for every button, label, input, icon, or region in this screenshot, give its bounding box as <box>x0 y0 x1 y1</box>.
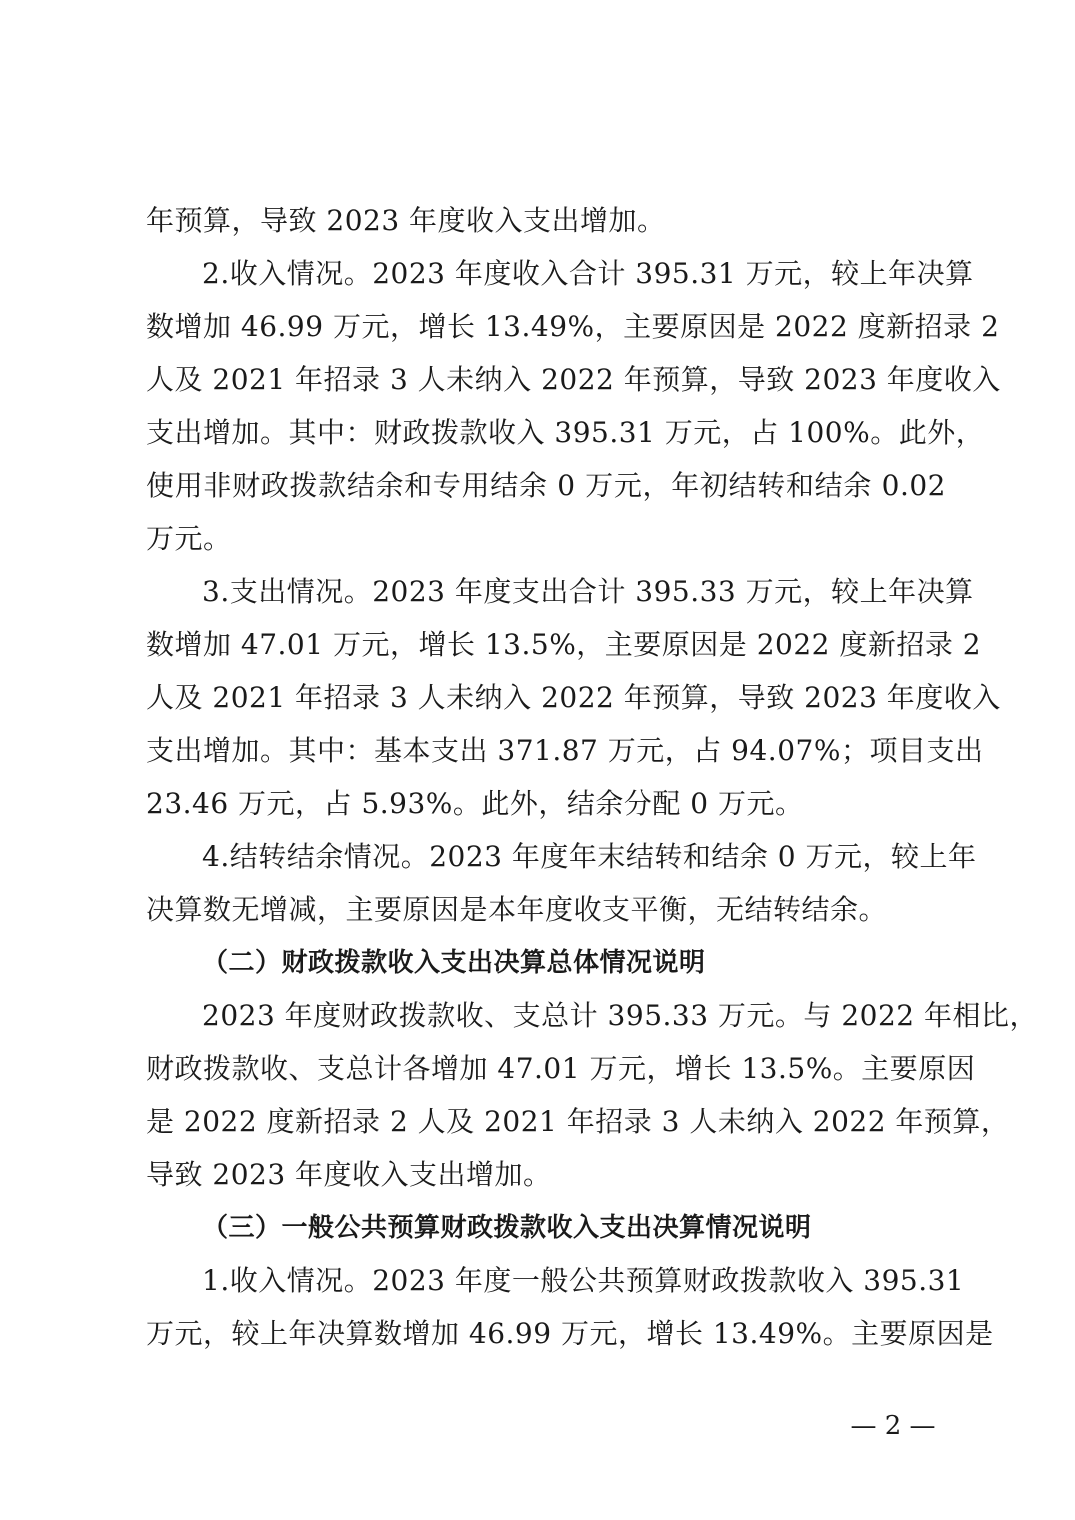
page-number: — 2 — <box>850 1411 936 1441</box>
text-line: 万元，较上年决算数增加 46.99 万元，增长 13.49%。主要原因是 <box>146 1317 994 1350</box>
paragraph-general-revenue: 1.收入情况。2023 年度一般公共预算财政拨款收入 395.31 <box>202 1264 965 1297</box>
text-line: 支出增加。其中：财政拨款收入 395.31 万元，占 100%。此外， <box>146 416 985 449</box>
text-line: 年预算，导致 2023 年度收入支出增加。 <box>146 204 666 237</box>
paragraph-expenditure: 3.支出情况。2023 年度支出合计 395.33 万元，较上年决算 <box>202 575 974 608</box>
text-line: 万元。 <box>146 522 232 555</box>
paragraph-fiscal-total: 2023 年度财政拨款收、支总计 395.33 万元。与 2022 年相比， <box>202 999 1038 1032</box>
section-heading-3: （三）一般公共预算财政拨款收入支出决算情况说明 <box>202 1213 812 1243</box>
text-line: 数增加 47.01 万元，增长 13.5%，主要原因是 2022 度新招录 2 <box>146 628 982 661</box>
text-line: 是 2022 度新招录 2 人及 2021 年招录 3 人未纳入 2022 年预算， <box>146 1105 1010 1138</box>
text-line: 数增加 46.99 万元，增长 13.49%，主要原因是 2022 度新招录 2 <box>146 310 1000 343</box>
text-line: 使用非财政拨款结余和专用结余 0 万元，年初结转和结余 0.02 <box>146 469 946 502</box>
section-heading-2: （二）财政拨款收入支出决算总体情况说明 <box>202 948 706 978</box>
paragraph-carryover: 4.结转结余情况。2023 年度年末结转和结余 0 万元，较上年 <box>202 840 977 873</box>
text-line: 导致 2023 年度收入支出增加。 <box>146 1158 552 1191</box>
paragraph-revenue: 2.收入情况。2023 年度收入合计 395.31 万元，较上年决算 <box>202 257 974 290</box>
text-line: 财政拨款收、支总计各增加 47.01 万元，增长 13.5%。主要原因 <box>146 1052 976 1085</box>
text-line: 人及 2021 年招录 3 人未纳入 2022 年预算，导致 2023 年度收入 <box>146 681 1001 714</box>
text-line: 决算数无增减，主要原因是本年度收支平衡，无结转结余。 <box>146 893 888 926</box>
text-line: 支出增加。其中：基本支出 371.87 万元，占 94.07%；项目支出 <box>146 734 984 767</box>
text-line: 人及 2021 年招录 3 人未纳入 2022 年预算，导致 2023 年度收入 <box>146 363 1001 396</box>
text-line: 23.46 万元，占 5.93%。此外，结余分配 0 万元。 <box>146 787 804 820</box>
